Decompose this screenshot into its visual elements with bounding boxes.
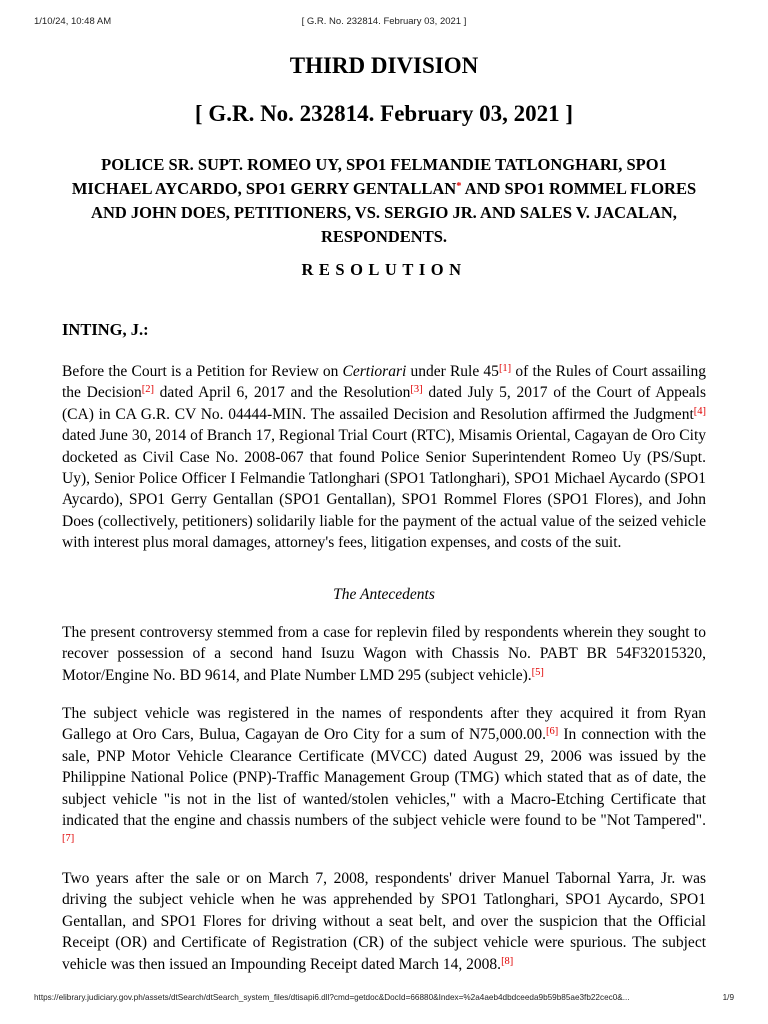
text: Two years after the sale or on March 7, 2008, respondents' driver Manuel Tabornal Yarra, Jr. was driving the subject vehicle when he was apprehended by SPO1 Tatlonghari, SPO1 Aycardo, SPO1 Gentallan, and SPO1 Flores for driving without a seat belt, and over the suspicion that the Official Receipt (OR) and Certificate of Registration (CR) of the subject vehicle were spurious. The subject vehicle was then issued an Impounding Receipt dated March 14, 2008. bbox=[62, 870, 706, 973]
print-header bbox=[34, 16, 734, 30]
footnote-link-4[interactable]: [4] bbox=[693, 405, 706, 417]
parties-part2: AND SPO1 ROMMEL FLORES AND JOHN DOES, PETITIONERS, VS. SERGIO JR. AND SALES V. JACALAN, RESPONDENTS. bbox=[91, 179, 697, 246]
text: The present controversy stemmed from a case for replevin filed by respondents wherein they sought to recover possession of a second hand Isuzu Wagon with Chassis No. PABT BR 54F32015320, Motor/Engine No. BD 9614, and Plate Number LMD 295 (subject vehicle). bbox=[62, 624, 706, 684]
text: The subject vehicle was registered in the names of respondents after they acquired it from Ryan Gallego at Oro Cars, Bulua, Cagayan de Oro City for a sum of N75,000.00. bbox=[62, 705, 706, 744]
text: dated April 6, 2017 and the Resolution bbox=[153, 384, 411, 402]
print-datetime: 1/10/24, 10:48 AM bbox=[34, 16, 112, 27]
case-parties bbox=[62, 153, 706, 249]
text: Before the Court is a Petition for Review on bbox=[62, 363, 343, 380]
footnote-link-5[interactable]: [5] bbox=[531, 666, 544, 678]
text: dated June 30, 2014 of Branch 17, Regional Trial Court (RTC), Misamis Oriental, Cagayan de Oro City docketed as Civil Case No. 2008-067 that found Police Senior Superintendent Romeo Uy (PS/Supt. Uy), Senior Police Officer I Felmandie Tatlonghari (SPO1 Tatlonghari), SPO1 Michael Aycardo (SPO1 Aycardo), SPO1 Gerry Gentallan (SPO1 Gentallan), SPO1 Rommel Flores (SPO1 Flores), and John Does (collectively, petitioners) solidarily liable for the payment of the actual value of the seized vehicle with interest plus moral damages, attorney's fees, litigation expenses, and costs of the suit. bbox=[62, 427, 706, 552]
footnote-link-3[interactable]: [3] bbox=[410, 384, 423, 396]
footnote-link-7[interactable]: [7] bbox=[62, 833, 75, 845]
footnote-link-2[interactable]: [2] bbox=[141, 384, 154, 396]
print-title: [ G.R. No. 232814. February 03, 2021 ] bbox=[301, 16, 467, 27]
division-title: THIRD DIVISION bbox=[289, 53, 479, 78]
section-subheading: The Antecedents bbox=[333, 586, 435, 603]
footnote-link-6[interactable]: [6] bbox=[546, 726, 559, 738]
footnote-link-1[interactable]: [1] bbox=[498, 363, 512, 374]
text-italic: Certiorari bbox=[342, 363, 407, 380]
footnote-asterisk[interactable]: * bbox=[456, 181, 462, 192]
page-url: https://elibrary.judiciary.gov.ph/assets/dtSearch/dtSearch_system_files/dtisapi6.dll?cmd=getdoc&DocId=66880&Index=%2a4aeb4dbdceeda9b59b85ae3fb22cec0&... bbox=[34, 993, 630, 1002]
footnote-link-8[interactable]: [8] bbox=[501, 955, 514, 967]
page-number: 1/9 bbox=[722, 993, 734, 1002]
print-footer bbox=[34, 993, 734, 1005]
paragraph-2 bbox=[62, 622, 706, 686]
resolution-heading: RESOLUTION bbox=[301, 260, 467, 279]
paragraph-3 bbox=[62, 703, 706, 853]
case-number: [ G.R. No. 232814. February 03, 2021 ] bbox=[194, 101, 574, 126]
ponente: INTING, J.: bbox=[62, 320, 149, 339]
text: of the Rules of Court assailing the Decision bbox=[62, 363, 706, 402]
parties-part1: POLICE SR. SUPT. ROMEO UY, SPO1 FELMANDIE TATLONGHARI, SPO1 MICHAEL AYCARDO, SPO1 GERRY GENTALLAN bbox=[71, 155, 667, 198]
text: dated July 5, 2017 of the Court of Appeals (CA) in CA G.R. CV No. 04444-MIN. The assailed Decision and Resolution affirmed the Judgment bbox=[62, 384, 706, 423]
paragraph-1 bbox=[62, 361, 706, 554]
text: under Rule 45 bbox=[406, 363, 499, 380]
text: In connection with the sale, PNP Motor Vehicle Clearance Certificate (MVCC) dated August 29, 2006 was issued by the Philippine National Police (PNP)-Traffic Management Group (TMG) which stated that as of date, the subject vehicle "is not in the list of wanted/stolen vehicles," with a Macro-Etching Certificate that indicated that the engine and chassis numbers of the subject vehicle were found to be "Not Tampered". bbox=[62, 726, 707, 830]
paragraph-4 bbox=[62, 868, 706, 975]
